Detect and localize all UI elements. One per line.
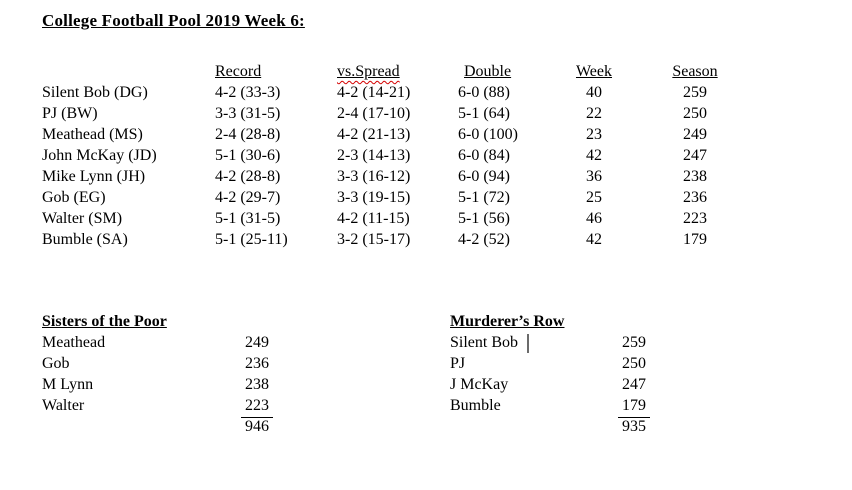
sisters-row xyxy=(42,353,292,374)
member-name: Gob xyxy=(42,355,70,372)
header-record: Record xyxy=(215,63,262,80)
murderers-row xyxy=(450,374,700,395)
double-value: 5-1 (56) xyxy=(458,210,510,227)
sisters-title: Sisters of the Poor xyxy=(42,313,167,330)
player-name: Silent Bob (DG) xyxy=(42,84,148,101)
member-score: 250 xyxy=(622,355,646,372)
murderers-total: 935 xyxy=(622,418,646,435)
double-value: 4-2 (52) xyxy=(458,231,510,248)
murderers-title: Murderer’s Row xyxy=(450,313,565,330)
standings-row xyxy=(42,208,770,229)
double-value: 6-0 (94) xyxy=(458,168,510,185)
murderers-row xyxy=(450,332,700,353)
member-score: 238 xyxy=(245,376,269,393)
murderers-row xyxy=(450,395,700,416)
spread-value: 3-3 (16-12) xyxy=(337,168,411,185)
sisters-row xyxy=(42,332,292,353)
header-vs-spread xyxy=(337,61,458,82)
player-name: Meathead (MS) xyxy=(42,126,143,143)
member-score: 179 xyxy=(618,395,650,418)
player-name: PJ (BW) xyxy=(42,105,98,122)
member-name: Walter xyxy=(42,397,85,414)
week-value: 25 xyxy=(586,189,602,206)
header-double: Double xyxy=(464,63,512,80)
header-week: Week xyxy=(575,63,613,80)
double-value: 6-0 (88) xyxy=(458,84,510,101)
spread-value: 4-2 (21-13) xyxy=(337,126,411,143)
record-value: 4-2 (28-8) xyxy=(215,168,281,185)
standings-row xyxy=(42,103,770,124)
standings-header-row xyxy=(42,61,770,82)
season-value: 179 xyxy=(683,231,707,248)
member-name: Bumble xyxy=(450,397,501,414)
season-value: 249 xyxy=(683,126,707,143)
season-value: 247 xyxy=(683,147,707,164)
player-name: Walter (SM) xyxy=(42,210,123,227)
player-name: John McKay (JD) xyxy=(42,147,157,164)
week-value: 40 xyxy=(586,84,602,101)
document-title: College Football Pool 2019 Week 6: xyxy=(42,11,305,30)
week-value: 36 xyxy=(586,168,602,185)
murderers-row-table xyxy=(450,311,700,437)
double-value: 5-1 (64) xyxy=(458,105,510,122)
week-value: 42 xyxy=(586,231,602,248)
season-value: 250 xyxy=(683,105,707,122)
member-score: 247 xyxy=(622,376,646,393)
murderers-row xyxy=(450,353,700,374)
double-value: 5-1 (72) xyxy=(458,189,510,206)
standings-row xyxy=(42,82,770,103)
member-score: 223 xyxy=(241,395,273,418)
spread-value: 3-2 (15-17) xyxy=(337,231,411,248)
sisters-total-row xyxy=(42,416,292,437)
season-value: 236 xyxy=(683,189,707,206)
player-name: Bumble (SA) xyxy=(42,231,128,248)
spread-value: 4-2 (14-21) xyxy=(337,84,411,101)
spread-value: 3-3 (19-15) xyxy=(337,189,411,206)
week-value: 22 xyxy=(586,105,602,122)
record-value: 2-4 (28-8) xyxy=(215,126,281,143)
member-score: 249 xyxy=(245,334,269,351)
member-name: Meathead xyxy=(42,334,106,351)
sisters-total: 946 xyxy=(245,418,269,435)
spread-value: 2-3 (14-13) xyxy=(337,147,411,164)
sisters-of-the-poor-table xyxy=(42,311,292,437)
record-value: 5-1 (31-5) xyxy=(215,210,281,227)
member-name: M Lynn xyxy=(42,376,94,393)
record-value: 5-1 (25-11) xyxy=(215,231,288,248)
standings-row xyxy=(42,229,770,250)
member-name: J McKay xyxy=(450,376,509,393)
week-value: 23 xyxy=(586,126,602,143)
season-value: 223 xyxy=(683,210,707,227)
week-value: 46 xyxy=(586,210,602,227)
member-name: Silent Bob xyxy=(450,334,519,351)
spread-value: 4-2 (11-15) xyxy=(337,210,410,227)
season-value: 238 xyxy=(683,168,707,185)
murderers-total-row xyxy=(450,416,700,437)
member-name: PJ xyxy=(450,355,466,372)
record-value: 3-3 (31-5) xyxy=(215,105,281,122)
member-score: 236 xyxy=(245,355,269,372)
double-value: 6-0 (84) xyxy=(458,147,510,164)
record-value: 4-2 (29-7) xyxy=(215,189,281,206)
season-value: 259 xyxy=(683,84,707,101)
record-value: 5-1 (30-6) xyxy=(215,147,281,164)
text-caret xyxy=(527,334,529,353)
standings-row xyxy=(42,124,770,145)
sisters-row xyxy=(42,395,292,416)
week-value: 42 xyxy=(586,147,602,164)
sisters-row xyxy=(42,374,292,395)
header-empty-cell xyxy=(42,61,215,82)
spread-value: 2-4 (17-10) xyxy=(337,105,411,122)
member-score: 259 xyxy=(622,334,646,351)
standings-row xyxy=(42,145,770,166)
standings-table xyxy=(42,61,770,250)
record-value: 4-2 (33-3) xyxy=(215,84,281,101)
standings-row xyxy=(42,166,770,187)
header-season: Season xyxy=(672,63,718,80)
double-value: 6-0 (100) xyxy=(458,126,518,143)
player-name: Gob (EG) xyxy=(42,189,106,206)
player-name: Mike Lynn (JH) xyxy=(42,168,146,185)
standings-row xyxy=(42,187,770,208)
spellcheck-underline: vs.Spread xyxy=(337,63,400,80)
